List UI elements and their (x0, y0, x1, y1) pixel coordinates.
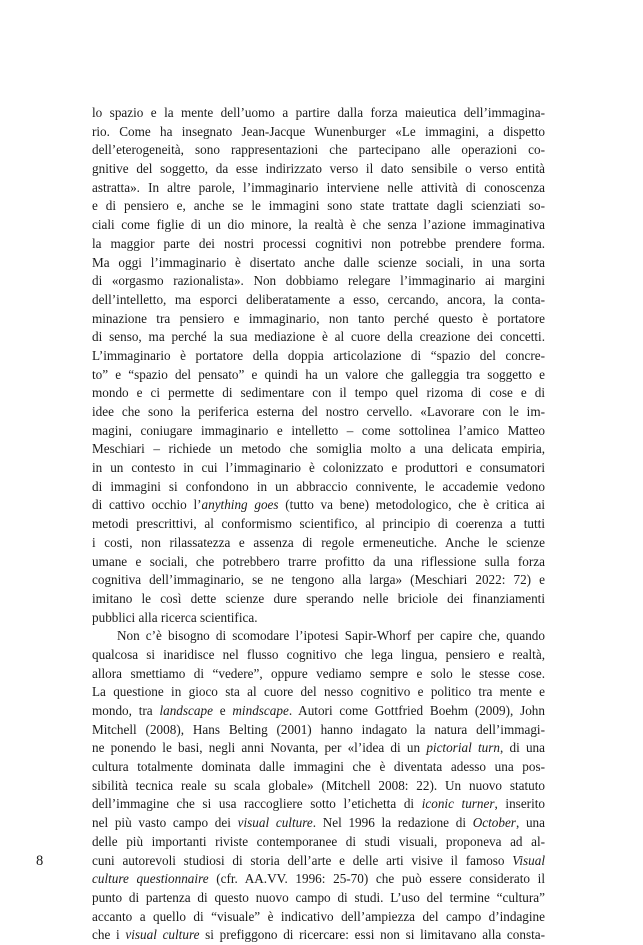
text-line (92, 814, 545, 833)
text-segment: gnitive del soggetto, da esse indirizzato verso il dato sensibile o verso entità (92, 161, 545, 177)
text-segment: di senso, ma perché la sua mediazione è al cuore della creazione dei concetti. (92, 329, 545, 345)
text-segment: Ma oggi l’immaginario è disertato anche dalle scienze sociali, in una sorta (92, 254, 545, 270)
text-segment: lo spazio e la mente dell’uomo a partire dalla forza maieutica dell’immagina- (92, 105, 545, 120)
text-segment: di cattivo occhio l’ (92, 497, 202, 513)
text-line (92, 403, 545, 422)
text-segment: (cfr. AA.VV. 1996: 25-70) che può essere considerato il (208, 871, 545, 887)
text-line (92, 496, 545, 515)
text-segment: magini, coniugare immaginario e intelletto – come sottolinea l’amico Matteo (92, 422, 545, 438)
body-text (92, 104, 545, 945)
text-line (92, 571, 545, 590)
text-segment: mondo e ci permette di sedimentare con il tempo quel rizoma di cose e di (92, 385, 545, 401)
text-segment: imitano le così dette scienze dure sperando nelle briciole dei finanziamenti (92, 590, 545, 606)
text-line (92, 328, 545, 347)
text-segment: . Autori come Gottfried Boehm (2009), John (288, 703, 545, 718)
text-segment: i costi, non rilassatezza e assenza di regole ermeneutiche. Anche le scienze (92, 534, 545, 550)
italic-text: culture questionnaire (92, 871, 209, 887)
text-segment: astratta». In altre parole, l’immaginario interviene nelle attività di conoscenza (92, 179, 545, 195)
text-line (92, 721, 545, 740)
text-line (92, 422, 545, 441)
page-number: 8 (36, 853, 44, 869)
italic-text: landscape (159, 703, 213, 718)
text-segment: to” e “spazio del pensato” e quindi ha un valore che galleggia tra soggetto e (92, 366, 545, 382)
text-line (92, 104, 545, 123)
text-line (92, 852, 545, 871)
italic-text: visual culture (237, 815, 313, 831)
text-line (92, 795, 545, 814)
text-segment: si prefiggono di ricercare: essi non si limitavano alla consta- (199, 927, 546, 943)
text-segment: qualcosa si inaridisce nel flusso cognitivo che lega lingua, pensiero e realtà, (92, 646, 545, 662)
text-line (92, 310, 545, 329)
text-segment: cultura totalmente dominata dalle immagini che è diventata adesso una pos- (92, 759, 545, 775)
text-line (92, 926, 545, 945)
text-line (92, 889, 545, 908)
text-line (92, 123, 545, 142)
text-segment: La questione in gioco sta al cuore del nesso cognitivo e politico tra mente e (92, 684, 545, 700)
text-line (92, 272, 545, 291)
text-line (92, 739, 545, 758)
text-segment: , una (515, 815, 545, 831)
italic-text: visual culture (125, 927, 200, 943)
text-line (92, 459, 545, 478)
text-line (92, 646, 545, 665)
text-segment: allora smettiamo di “vedere”, oppure vediamo sempre e solo le stesse cose. (92, 665, 545, 681)
italic-text: Visual (512, 852, 545, 868)
text-segment: accanto a quello di “visuale” è indicativo dell’ampiezza del campo d’indagine (92, 908, 545, 924)
italic-text: pictorial turn (426, 740, 500, 756)
text-segment: dell’intelletto, ma esporci deliberatamente a esso, cercando, ancora, la conta- (92, 291, 545, 307)
text-segment: ne ponendo le basi, negli anni Novanta, per «l’idea di un (92, 740, 427, 756)
text-line (92, 440, 545, 459)
text-line (92, 833, 545, 852)
text-line (92, 515, 545, 534)
text-segment: in un contesto in cui l’immaginario è colonizzato e produttori e consumatori (92, 460, 545, 476)
text-line (92, 534, 545, 553)
text-segment: minazione tra pensiero e immaginario, non tanto perché questo è portatore (92, 310, 545, 326)
text-segment: e (212, 703, 233, 718)
text-segment: L’immaginario è portatore della doppia articolazione di “spazio del concre- (92, 347, 545, 363)
text-line (92, 235, 545, 254)
text-segment: Non c’è bisogno di scomodare l’ipotesi Sapir-Whorf per capire che, quando (117, 628, 545, 644)
text-segment: . Nel 1996 la redazione di (312, 815, 473, 831)
text-segment: la maggior parte dei nostri processi cognitivi non potrebbe prendere forma. (92, 235, 545, 251)
text-segment: di immagini si confondono in un abbraccio connivente, le accademie vedono (92, 478, 545, 494)
text-segment: cognitiva dell’immaginario, se ne tengono alla larga» (Meschiari 2022: 72) e (92, 572, 545, 588)
text-segment: Meschiari – richiede un metodo che somiglia molto a una delicata empiria, (92, 441, 545, 457)
text-line (92, 777, 545, 796)
text-segment: rio. Come ha insegnato Jean-Jacque Wunenburger «Le immagini, a dispetto (92, 123, 545, 139)
text-line (92, 908, 545, 927)
text-line (92, 160, 545, 179)
text-line (92, 254, 545, 273)
text-line (92, 141, 545, 160)
italic-text: mindscape (232, 703, 289, 718)
text-segment: che i (92, 927, 126, 943)
text-segment: delle più importanti riviste contemporanee di studi visuali, proponeva ad al- (92, 833, 545, 849)
text-segment: e di pensiero e, anche se le immagini sono state trattate dagli scienziati so- (92, 198, 545, 214)
text-segment: , di una (499, 740, 545, 756)
text-segment: metodi prescrittivi, al conformismo scientifico, al principio di coerenza a tutti (92, 516, 545, 532)
text-line (92, 197, 545, 216)
text-segment: pubblici alla ricerca scientifica. (92, 609, 258, 625)
text-line (92, 627, 545, 646)
text-line (92, 702, 545, 721)
italic-text: October (472, 815, 516, 831)
text-line (92, 758, 545, 777)
text-line (92, 179, 545, 198)
text-segment: idee che sono la periferica esterna del nostro cervello. «Lavorare con le im- (92, 404, 545, 419)
text-segment: dell’immagine che si usa raccogliere sotto l’etichetta di (92, 796, 422, 812)
text-segment: sibilità tecnica reale su scala globale» (Mitchell 2008: 22). Un nuovo statuto (92, 777, 545, 793)
text-line (92, 870, 545, 889)
text-segment: (tutto va bene) metodologico, che è critica ai (278, 497, 545, 513)
text-segment: cuni autorevoli studiosi di storia dell’arte e delle arti visive il famoso (92, 852, 513, 868)
text-segment: dell’eterogeneità, sono rappresentazioni che partecipano alle operazioni co- (92, 142, 545, 158)
text-line (92, 366, 545, 385)
text-line (92, 384, 545, 403)
text-line (92, 216, 545, 235)
text-line (92, 683, 545, 702)
text-line (92, 291, 545, 310)
italic-text: iconic turner (421, 796, 495, 812)
text-segment: punto di partenza di questo nuovo campo di studi. L’uso del termine “cultura” (92, 889, 545, 905)
text-line (92, 609, 545, 628)
text-segment: ciali come figlie di un dio minore, la realtà è che senza l’azione immaginativa (92, 217, 545, 233)
text-line (92, 347, 545, 366)
text-segment: umane e sociali, che potrebbero trarre profitto da una riflessione sulla forza (92, 553, 545, 569)
text-segment: mondo, tra (92, 703, 160, 718)
text-line (92, 478, 545, 497)
text-line (92, 590, 545, 609)
text-line (92, 665, 545, 684)
text-segment: Mitchell (2008), Hans Belting (2001) hanno indagato la natura dell’immagi- (92, 721, 545, 737)
text-segment: di «orgasmo razionalista». Non dobbiamo relegare l’immaginario ai margini (92, 273, 545, 289)
text-segment: , inserito (494, 796, 545, 812)
text-line (92, 553, 545, 572)
text-segment: nel più vasto campo dei (92, 815, 238, 831)
italic-text: anything goes (201, 497, 279, 513)
